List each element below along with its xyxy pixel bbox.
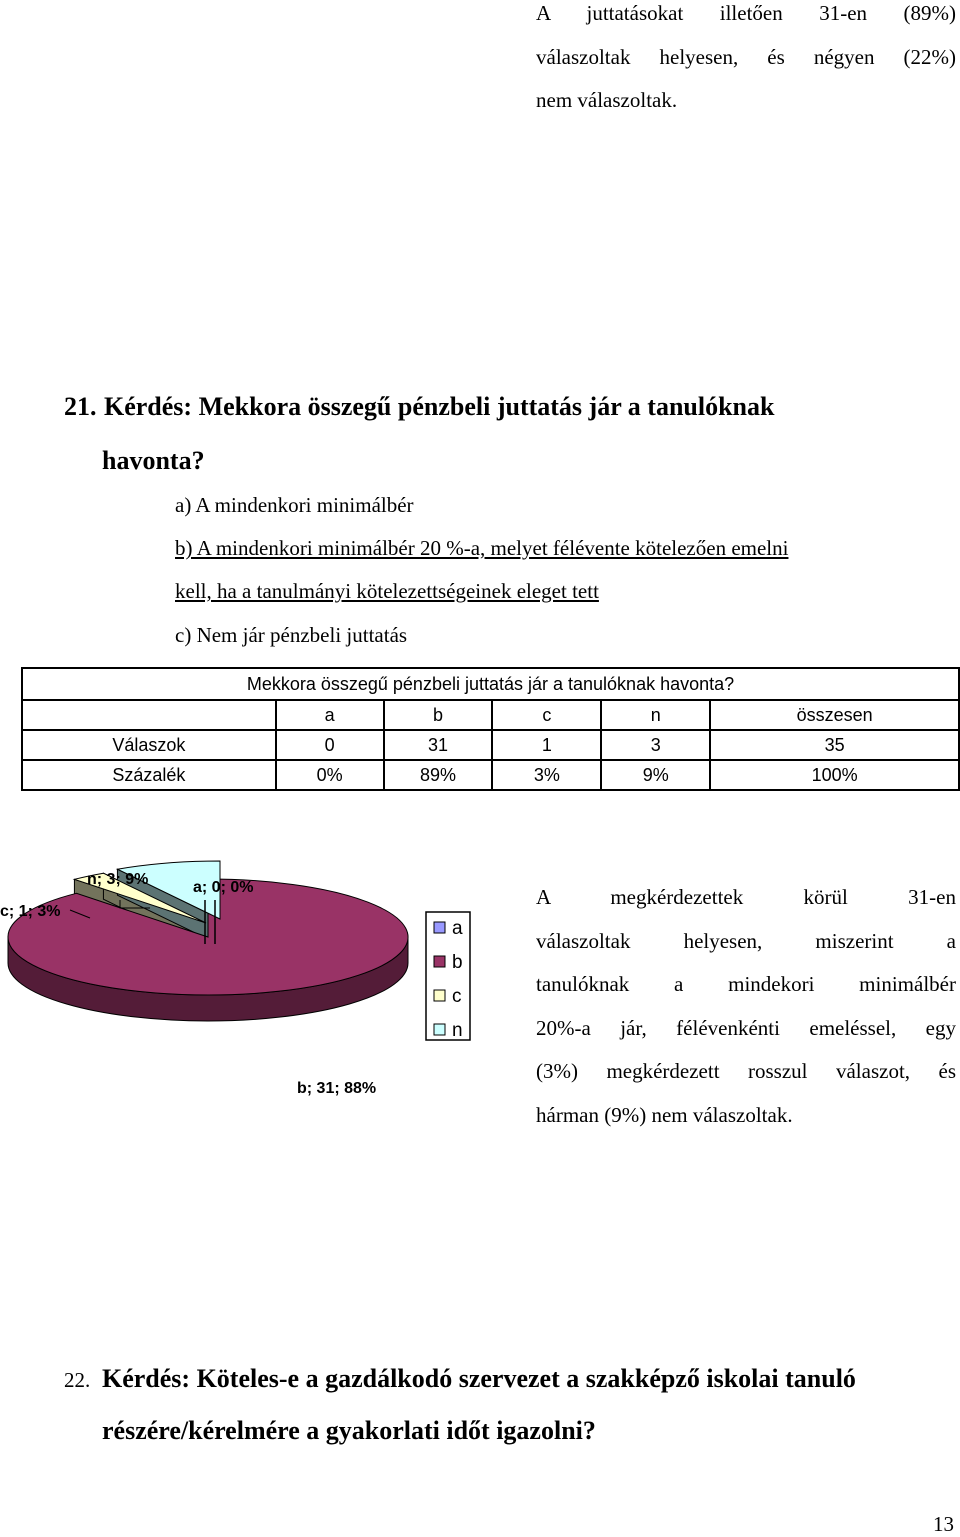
table-row <box>22 730 959 760</box>
question-22-heading <box>64 1352 856 1407</box>
intro-line: A juttatásokat illetően 31-en (89%) <box>536 1 956 25</box>
table-cell: 100% <box>710 760 959 790</box>
question-title: Kérdés: Mekkora összegű pénzbeli juttatás jár a tanulóknak <box>104 392 775 421</box>
table-row <box>22 760 959 790</box>
pie-chart <box>0 860 520 1140</box>
intro-line: nem válaszoltak. <box>536 88 678 112</box>
table-corner <box>22 700 276 730</box>
table-cell: 0 <box>276 730 384 760</box>
legend-swatch-a <box>434 922 445 933</box>
table-cell: 1 <box>492 730 601 760</box>
summary-line: válaszoltak helyesen, miszerint a <box>536 928 956 953</box>
table-cell: 3% <box>492 760 601 790</box>
row-label: Válaszok <box>22 730 276 760</box>
answer-option-a: a) A mindenkori minimálbér <box>175 493 414 517</box>
answer-option-b: b) A mindenkori minimálbér 20 %-a, melyet félévente kötelezően emelni <box>175 536 789 560</box>
page-number: 13 <box>933 1512 954 1536</box>
summary-paragraph <box>536 876 956 1137</box>
answer-option-b-cont: kell, ha a tanulmányi kötelezettségeinek eleget tett <box>175 579 599 603</box>
table-cell: 3 <box>601 730 710 760</box>
legend-label-n: n <box>452 1020 463 1041</box>
legend-swatch-n <box>434 1024 445 1035</box>
data-label-n: n; 3; 9% <box>87 871 149 888</box>
legend-label-c: c <box>452 986 462 1007</box>
intro-line: válaszoltak helyesen, és négyen (22%) <box>536 44 956 69</box>
table-cell: 0% <box>276 760 384 790</box>
table-title: Mekkora összegű pénzbeli juttatás jár a tanulóknak havonta? <box>22 668 959 700</box>
legend-swatch-b <box>434 956 445 967</box>
data-label-a: a; 0; 0% <box>193 879 254 896</box>
question-22-heading-cont: részére/kérelmére a gyakorlati időt igazolni? <box>102 1416 596 1445</box>
data-label-c: c; 1; 3% <box>0 903 61 920</box>
summary-line: hárman (9%) nem válaszoltak. <box>536 1102 793 1127</box>
results-table <box>21 667 960 791</box>
legend-box <box>426 912 470 1040</box>
answer-option-c: c) Nem jár pénzbeli juttatás <box>175 623 408 647</box>
summary-line: 20%-a jár, félévenkénti emeléssel, egy <box>536 1015 956 1040</box>
question-21-heading <box>64 380 774 434</box>
table-cell: 35 <box>710 730 959 760</box>
table-header: n <box>601 700 710 730</box>
question-number: 22. <box>64 1368 91 1392</box>
summary-line: A megkérdezettek körül 31-en <box>536 885 956 909</box>
intro-paragraph <box>536 0 956 123</box>
legend-label-b: b <box>452 952 463 973</box>
summary-line: tanulóknak a mindekori minimálbér <box>536 972 956 996</box>
table-cell: 31 <box>384 730 493 760</box>
data-label-b: b; 31; 88% <box>297 1080 377 1097</box>
table-header: c <box>492 700 601 730</box>
question-number: 21. <box>64 392 97 421</box>
table-header-row <box>22 700 959 730</box>
legend-swatch-c <box>434 990 445 1001</box>
table-cell: 89% <box>384 760 493 790</box>
question-21-heading-cont: havonta? <box>102 446 205 475</box>
table-cell: 9% <box>601 760 710 790</box>
summary-line: (3%) megkérdezett rosszul válaszot, és <box>536 1059 956 1083</box>
table-header: b <box>384 700 493 730</box>
table-header: összesen <box>710 700 959 730</box>
row-label: Százalék <box>22 760 276 790</box>
question-title: Kérdés: Köteles-e a gazdálkodó szervezet a szakképző iskolai tanuló <box>102 1364 856 1393</box>
legend-label-a: a <box>452 918 463 939</box>
table-header: a <box>276 700 384 730</box>
